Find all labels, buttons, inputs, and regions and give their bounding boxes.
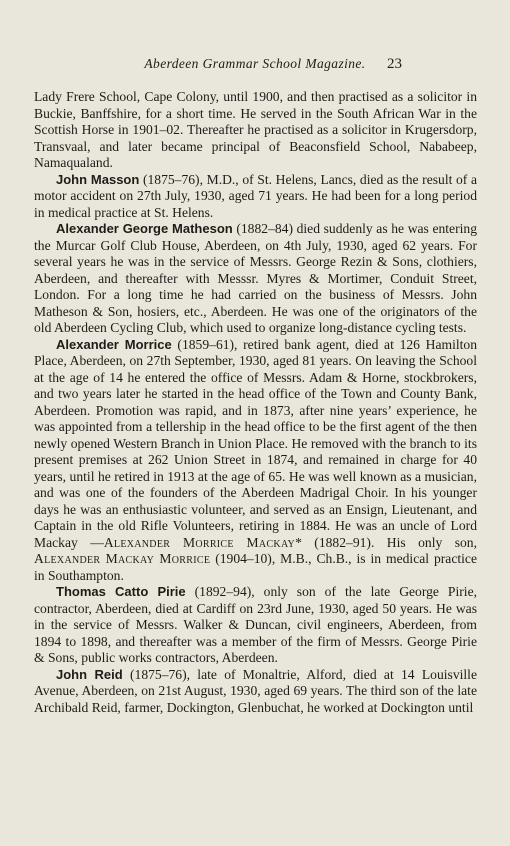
paragraph-text: (1892–94), only son of the late George Pirie, contractor, Aberdeen, died at Cardiff on 23rd June, 1930, aged 50 years. He was in the service of Messrs. Walker & Duncan, civil engineers, Aberdeen, from 1894 to 1898, and thereafter was a member of the firm of Messrs. George Pirie & Sons, public works contractors, Aberdeen. (34, 584, 478, 665)
small-caps-name: Alexander Morrice Mackay (103, 534, 296, 550)
person-name: Thomas Catto Pirie (56, 584, 186, 599)
obituary-alexander-george-matheson (34, 221, 477, 337)
paragraph-text: (1882–84) died suddenly as he was entering the Murcar Golf Club House, Aberdeen, on 4th July, 1930, aged 62 years. For several years he was in the service of Messrs. George Rezin & Sons, clothiers, Aberdeen, and thereafter with Messsr. Myres & Mortimer, Conduit Street, London. For a long time he had carried on the business of Messrs. John Matheson & Son, hosiers, etc., Aberdeen. He was one of the originators of the old Aberdeen Cycling Club, which used to organize long-distance cycling tests. (34, 221, 477, 335)
obituary-john-reid (34, 667, 477, 717)
paragraph-continued (34, 89, 477, 172)
article-body (34, 89, 477, 716)
running-head (0, 56, 510, 76)
paragraph-text: (1904–10), M.B., Ch.B., is in medical practice in Southampton. (34, 551, 477, 583)
paragraph-text: * (1882–91). His only son, (295, 534, 477, 550)
person-name: John Reid (56, 666, 123, 682)
page-number: 23 (387, 56, 402, 72)
paragraph-text: (1875–76), late of Monaltrie, Alford, died at 14 Louisville Avenue, Aberdeen, on 21st August, 1930, aged 69 years. The third son of the late Archibald Reid, farmer, Dockington, Glenbuchat, he worked at Dockington until (34, 666, 477, 715)
person-name: John Masson (56, 171, 140, 187)
paragraph-text: (1859–61), retired bank agent, died at 126 Hamilton Place, Aberdeen, on 27th September, 1930, aged 81 years. On leaving the School at the age of 14 he entered the office of Messrs. Adam & Horne, stockbrokers, and two years later he started in the head office of the Town and County Bank, Aberdeen. Promotion was rapid, and in 1873, after nine years’ experience, he was appointed from a tellership in the head office to be the first agent of the then newly opened Western Branch in Union Place. He removed with the branch to its present premises at 262 Union Street in 1874, and remained in charge for 40 years, until he retired in 1913 at the age of 65. He was well known as a musician, and was one of the founders of the Aberdeen Madrigal Choir. In his younger days he was an enthusiastic volunteer, and served as an Ensign, Lieutenant, and Captain in the old Rifle Volunteers, retiring in 1884. He was an uncle of Lord Mackay — (34, 336, 477, 550)
person-name: Alexander Morrice (56, 336, 172, 352)
paragraph-text: (1875–76), M.D., of St. Helens, Lancs, died as the result of a motor accident on 27th July, 1930, aged 71 years. He had been for a long period in medical practice at St. Helens. (34, 171, 477, 220)
obituary-thomas-catto-pirie (34, 584, 477, 667)
running-title: Aberdeen Grammar School Magazine. (144, 56, 366, 71)
obituary-john-masson (34, 172, 477, 222)
small-caps-name: Alexander Mackay Morrice (34, 551, 211, 566)
paragraph-text: Lady Frere School, Cape Colony, until 1900, and then practised as a solicitor in Buckie, Banffshire, for a short time. He served in the South African War in the Scottish Horse in 1901–02. Thereafter he practised as a solicitor in Krugersdorp, Transvaal, and later became principal of Beaconsfield School, Nababeep, Namaqualand. (34, 89, 477, 170)
person-name: Alexander George Matheson (56, 221, 233, 236)
obituary-alexander-morrice (34, 337, 477, 585)
